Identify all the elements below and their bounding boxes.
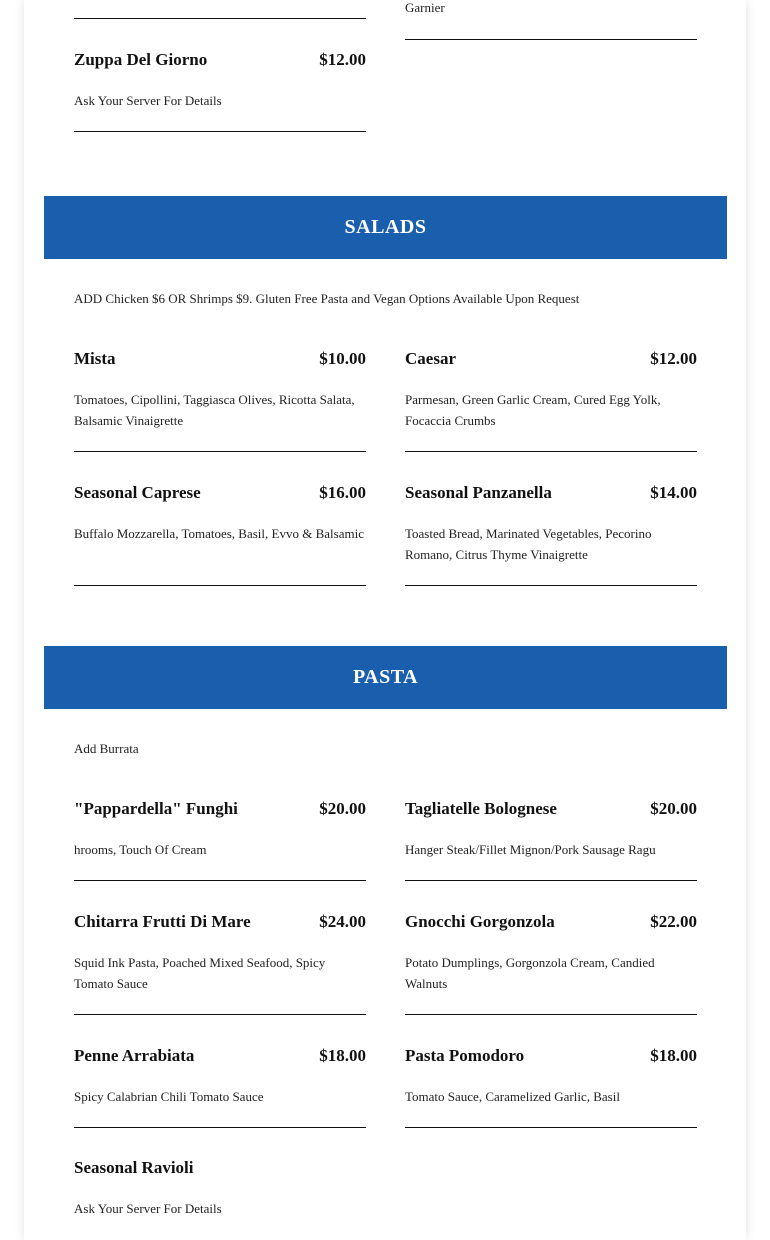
divider bbox=[405, 1014, 697, 1015]
menu-item-name: Zuppa Del Giorno bbox=[74, 50, 208, 69]
menu-item-description: Potato Dumplings, Gorgonzola Cream, Candied Walnuts bbox=[405, 955, 655, 991]
divider bbox=[405, 39, 697, 40]
menu-item-price: $14.00 bbox=[650, 483, 697, 502]
divider bbox=[405, 451, 697, 452]
menu-item-price: $12.00 bbox=[650, 349, 697, 368]
menu-item-price: $24.00 bbox=[319, 912, 366, 931]
menu-item-price: $20.00 bbox=[319, 799, 366, 818]
menu-item-name: Seasonal Caprese bbox=[74, 483, 201, 502]
menu-item-description: Ask Your Server For Details bbox=[74, 1201, 222, 1216]
divider bbox=[405, 585, 697, 586]
divider bbox=[405, 880, 697, 881]
divider bbox=[74, 451, 366, 452]
menu-item-name: Mista bbox=[74, 349, 116, 368]
menu-item-name: Penne Arrabiata bbox=[74, 1046, 195, 1065]
divider bbox=[74, 585, 366, 586]
menu-item-description: Squid Ink Pasta, Poached Mixed Seafood, Spicy Tomato Sauce bbox=[74, 955, 326, 991]
menu-item-price: $12.00 bbox=[319, 50, 366, 69]
menu-item-name: "Pappardella" Funghi bbox=[74, 799, 238, 818]
section-note: Add Burrata bbox=[74, 741, 139, 756]
menu-item-name: Pasta Pomodoro bbox=[405, 1046, 525, 1065]
divider bbox=[74, 1014, 366, 1015]
menu-item-name: Caesar bbox=[405, 349, 456, 368]
menu-item-price: $18.00 bbox=[319, 1046, 366, 1065]
menu-item-description: Garnier bbox=[405, 0, 445, 15]
divider bbox=[405, 1127, 697, 1128]
menu-item-name: Tagliatelle Bolognese bbox=[405, 799, 557, 818]
menu-item-description: Toasted Bread, Marinated Vegetables, Pecorino Romano, Citrus Thyme Vinaigrette bbox=[405, 526, 652, 562]
menu-item-description: Parmesan, Green Garlic Cream, Cured Egg Yolk, Focaccia Crumbs bbox=[405, 392, 661, 428]
menu-item-description: Tomatoes, Cipollini, Taggiasca Olives, Ricotta Salata, Balsamic Vinaigrette bbox=[74, 392, 355, 428]
menu-item-price: $16.00 bbox=[319, 483, 366, 502]
section-note: ADD Chicken $6 OR Shrimps $9. Gluten Free Pasta and Vegan Options Available Upon Request bbox=[74, 291, 580, 306]
menu-item-description: Spicy Calabrian Chili Tomato Sauce bbox=[74, 1089, 264, 1104]
menu-item-description: Buffalo Mozzarella, Tomatoes, Basil, Evvo & Balsamic bbox=[74, 526, 364, 541]
menu-item-description: Hanger Steak/Fillet Mignon/Pork Sausage Ragu bbox=[405, 842, 656, 857]
menu-item-description: Tomato Sauce, Caramelized Garlic, Basil bbox=[405, 1089, 620, 1104]
menu-item-name: Chitarra Frutti Di Mare bbox=[74, 912, 251, 931]
section-header-pasta: PASTA bbox=[44, 646, 727, 709]
section-header-salads: SALADS bbox=[44, 196, 727, 259]
divider bbox=[74, 880, 366, 881]
menu-item-name: Seasonal Panzanella bbox=[405, 483, 552, 502]
menu-item-description: Ask Your Server For Details bbox=[74, 93, 222, 108]
menu-item-price: $20.00 bbox=[650, 799, 697, 818]
menu-item-description: hrooms, Touch Of Cream bbox=[74, 842, 207, 857]
menu-item-price: $10.00 bbox=[319, 349, 366, 368]
divider bbox=[74, 18, 366, 19]
divider bbox=[74, 1127, 366, 1128]
divider bbox=[74, 131, 366, 132]
menu-item-name: Gnocchi Gorgonzola bbox=[405, 912, 555, 931]
menu-item-price: $18.00 bbox=[650, 1046, 697, 1065]
menu-item-price: $22.00 bbox=[650, 912, 697, 931]
menu-item-name: Seasonal Ravioli bbox=[74, 1158, 194, 1177]
